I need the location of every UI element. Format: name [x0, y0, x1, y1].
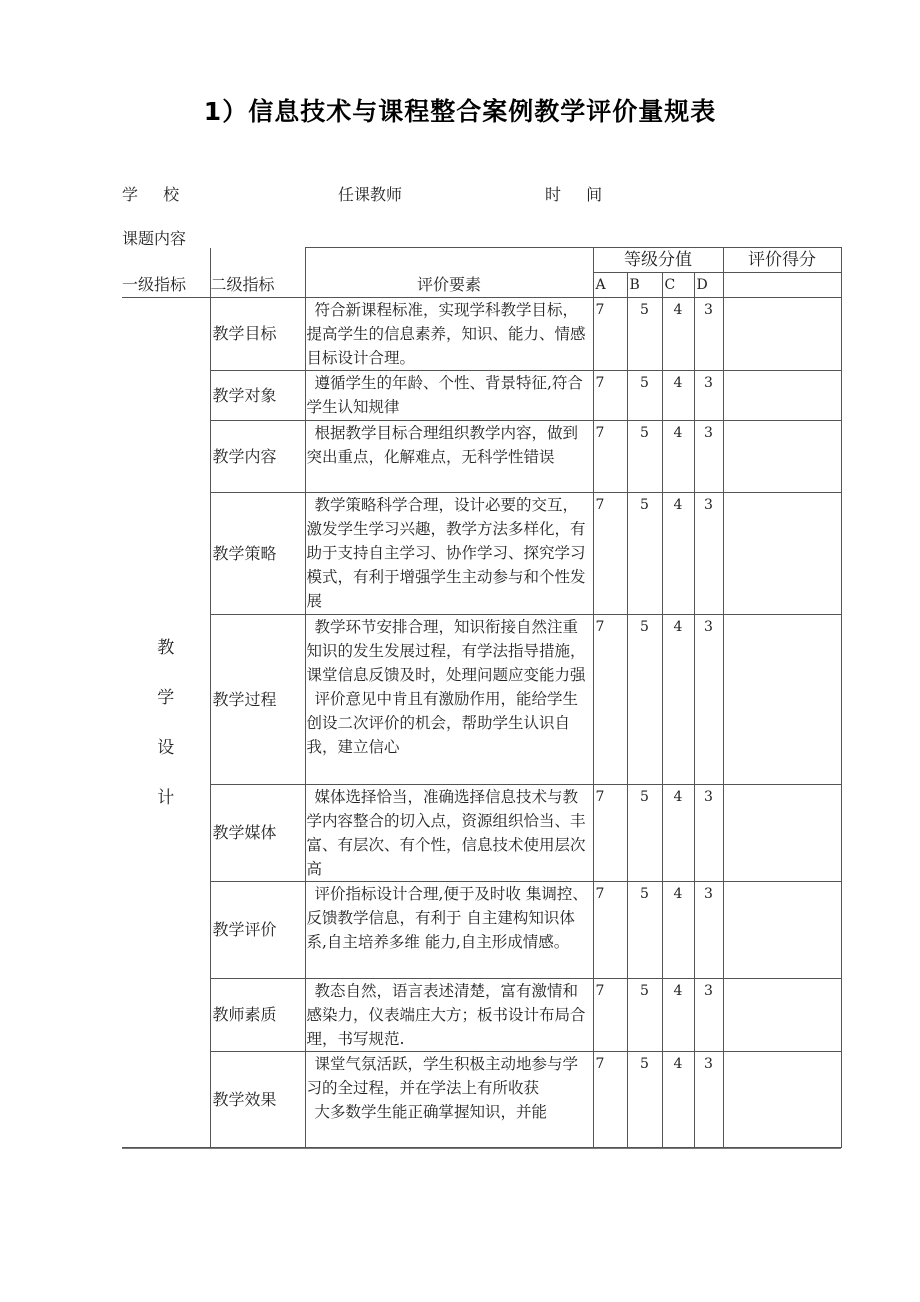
header-evaluation-score: 评价得分 [723, 248, 841, 273]
indicator-requirement [305, 371, 593, 421]
indicator-name: 教学策略 [210, 493, 305, 615]
grade-score-d: 3 [694, 785, 723, 882]
table-row [122, 371, 841, 421]
indicator-name: 教学目标 [210, 298, 305, 371]
requirement-paragraph: 课堂气氛活跃，学生积极主动地参与学习的全过程，并在学法上有所收获 [306, 1055, 579, 1097]
table-bottom-rule [122, 1148, 841, 1149]
table-row [122, 1052, 841, 1148]
indicator-requirement [305, 615, 593, 785]
grade-score-d: 3 [694, 1052, 723, 1148]
evaluation-score-cell[interactable] [723, 421, 841, 493]
grade-score-c: 4 [662, 298, 694, 371]
header-grade-b: B [627, 273, 662, 298]
grade-score-b: 5 [627, 371, 662, 421]
grade-score-a: 7 [593, 421, 627, 493]
grade-score-c: 4 [662, 979, 694, 1052]
grade-score-d: 3 [694, 421, 723, 493]
evaluation-score-cell[interactable] [723, 882, 841, 979]
indicator-requirement [305, 298, 593, 371]
category-teaching-design [122, 298, 210, 1148]
header-grade-score: 等级分值 [593, 248, 723, 273]
category-char: 设 [157, 737, 175, 758]
table-row [122, 882, 841, 979]
grade-score-c: 4 [662, 785, 694, 882]
requirement-paragraph: 根据教学目标合理组织教学内容，做到突出重点，化解难点，无科学性错误 [306, 424, 579, 466]
evaluation-score-cell[interactable] [723, 1052, 841, 1148]
grade-score-b: 5 [627, 615, 662, 785]
indicator-requirement [305, 1052, 593, 1148]
header-level1 [122, 248, 210, 298]
indicator-requirement [305, 421, 593, 493]
grade-score-d: 3 [694, 298, 723, 371]
table-row [122, 421, 841, 493]
requirement-paragraph: 遵循学生的年龄、个性、背景特征,符合学生认知规律 [306, 374, 583, 416]
table-row [122, 493, 841, 615]
grade-score-c: 4 [662, 882, 694, 979]
grade-score-c: 4 [662, 421, 694, 493]
grade-score-a: 7 [593, 979, 627, 1052]
grade-score-a: 7 [593, 615, 627, 785]
evaluation-score-cell[interactable] [723, 979, 841, 1052]
category-char: 学 [157, 687, 175, 708]
requirement-paragraph: 教学策略科学合理，设计必要的交互，激发学生学习兴趣，教学方法多样化，有助于支持自主学习、协作学习、探究学习模式，有利于增强学生主动参与和个性发展 [306, 496, 586, 610]
topic-label: 课题内容 [122, 229, 187, 248]
table-row [122, 979, 841, 1052]
category-char: 计 [157, 787, 175, 808]
time-label: 时 间 [545, 185, 613, 204]
grade-score-d: 3 [694, 979, 723, 1052]
grade-score-d: 3 [694, 371, 723, 421]
requirement-paragraph: 评价指标设计合理,便于及时收 集调控、反馈教学信息，有利于 自主建构知识体系,自主培养多维 能力,自主形成情感。 [306, 885, 588, 951]
evaluation-score-cell[interactable] [723, 493, 841, 615]
header-grade-a: A [593, 273, 627, 298]
school-label: 学 校 [122, 185, 190, 204]
grade-score-b: 5 [627, 979, 662, 1052]
requirement-paragraph: 教学环节安排合理，知识衔接自然注重知识的发生发展过程，有学法指导措施，课堂信息反馈及时，处理问题应变能力强 [306, 618, 586, 684]
grade-score-d: 3 [694, 882, 723, 979]
indicator-requirement [305, 882, 593, 979]
header-row-top [122, 248, 841, 273]
requirement-paragraph: 评价意见中肯且有激励作用，能给学生创设二次评价的机会，帮助学生认识自我，建立信心 [306, 690, 579, 756]
page-title: 1）信息技术与课程整合案例教学评价量规表 [203, 97, 717, 126]
requirement-paragraph: 大多数学生能正确掌握知识，并能 [314, 1103, 548, 1121]
grade-score-b: 5 [627, 882, 662, 979]
header-evaluation-blank [723, 273, 841, 298]
teacher-label: 任课教师 [338, 185, 403, 204]
grade-score-b: 5 [627, 493, 662, 615]
indicator-requirement [305, 785, 593, 882]
indicator-name: 教学评价 [210, 882, 305, 979]
header-requirement: 评价要素 [305, 248, 593, 298]
evaluation-score-cell[interactable] [723, 615, 841, 785]
rubric-table [122, 247, 842, 1148]
grade-score-a: 7 [593, 785, 627, 882]
header-level2 [210, 248, 305, 298]
grade-score-b: 5 [627, 1052, 662, 1148]
grade-score-a: 7 [593, 371, 627, 421]
grade-score-c: 4 [662, 493, 694, 615]
table-row [122, 615, 841, 785]
header-level2-text: 二级指标 [210, 275, 275, 294]
grade-score-d: 3 [694, 493, 723, 615]
grade-score-a: 7 [593, 882, 627, 979]
requirement-paragraph: 符合新课程标准，实现学科教学目标，提高学生的信息素养，知识、能力、情感目标设计合理。 [306, 301, 586, 367]
grade-score-c: 4 [662, 615, 694, 785]
indicator-name: 教学过程 [210, 615, 305, 785]
grade-score-c: 4 [662, 371, 694, 421]
indicator-requirement [305, 979, 593, 1052]
evaluation-score-cell[interactable] [723, 785, 841, 882]
header-grade-d: D [694, 273, 723, 298]
evaluation-score-cell[interactable] [723, 371, 841, 421]
indicator-requirement [305, 493, 593, 615]
grade-score-b: 5 [627, 421, 662, 493]
indicator-name: 教师素质 [210, 979, 305, 1052]
grade-score-a: 7 [593, 298, 627, 371]
requirement-paragraph: 教态自然，语言表述清楚，富有激情和感染力，仪表端庄大方；板书设计布局合理，书写规范. [306, 982, 586, 1048]
grade-score-a: 7 [593, 493, 627, 615]
grade-score-a: 7 [593, 1052, 627, 1148]
indicator-name: 教学内容 [210, 421, 305, 493]
table-row [122, 785, 841, 882]
header-level1-text: 一级指标 [122, 275, 187, 294]
table-row [122, 298, 841, 371]
requirement-paragraph: 媒体选择恰当，准确选择信息技术与教学内容整合的切入点，资源组织恰当、丰富、有层次、有个性，信息技术使用层次高 [306, 788, 586, 878]
grade-score-b: 5 [627, 785, 662, 882]
header-grade-c: C [662, 273, 694, 298]
indicator-name: 教学对象 [210, 371, 305, 421]
grade-score-d: 3 [694, 615, 723, 785]
evaluation-score-cell[interactable] [723, 298, 841, 371]
indicator-name: 教学媒体 [210, 785, 305, 882]
indicator-name: 教学效果 [210, 1052, 305, 1148]
grade-score-b: 5 [627, 298, 662, 371]
category-char: 教 [157, 637, 175, 658]
grade-score-c: 4 [662, 1052, 694, 1148]
